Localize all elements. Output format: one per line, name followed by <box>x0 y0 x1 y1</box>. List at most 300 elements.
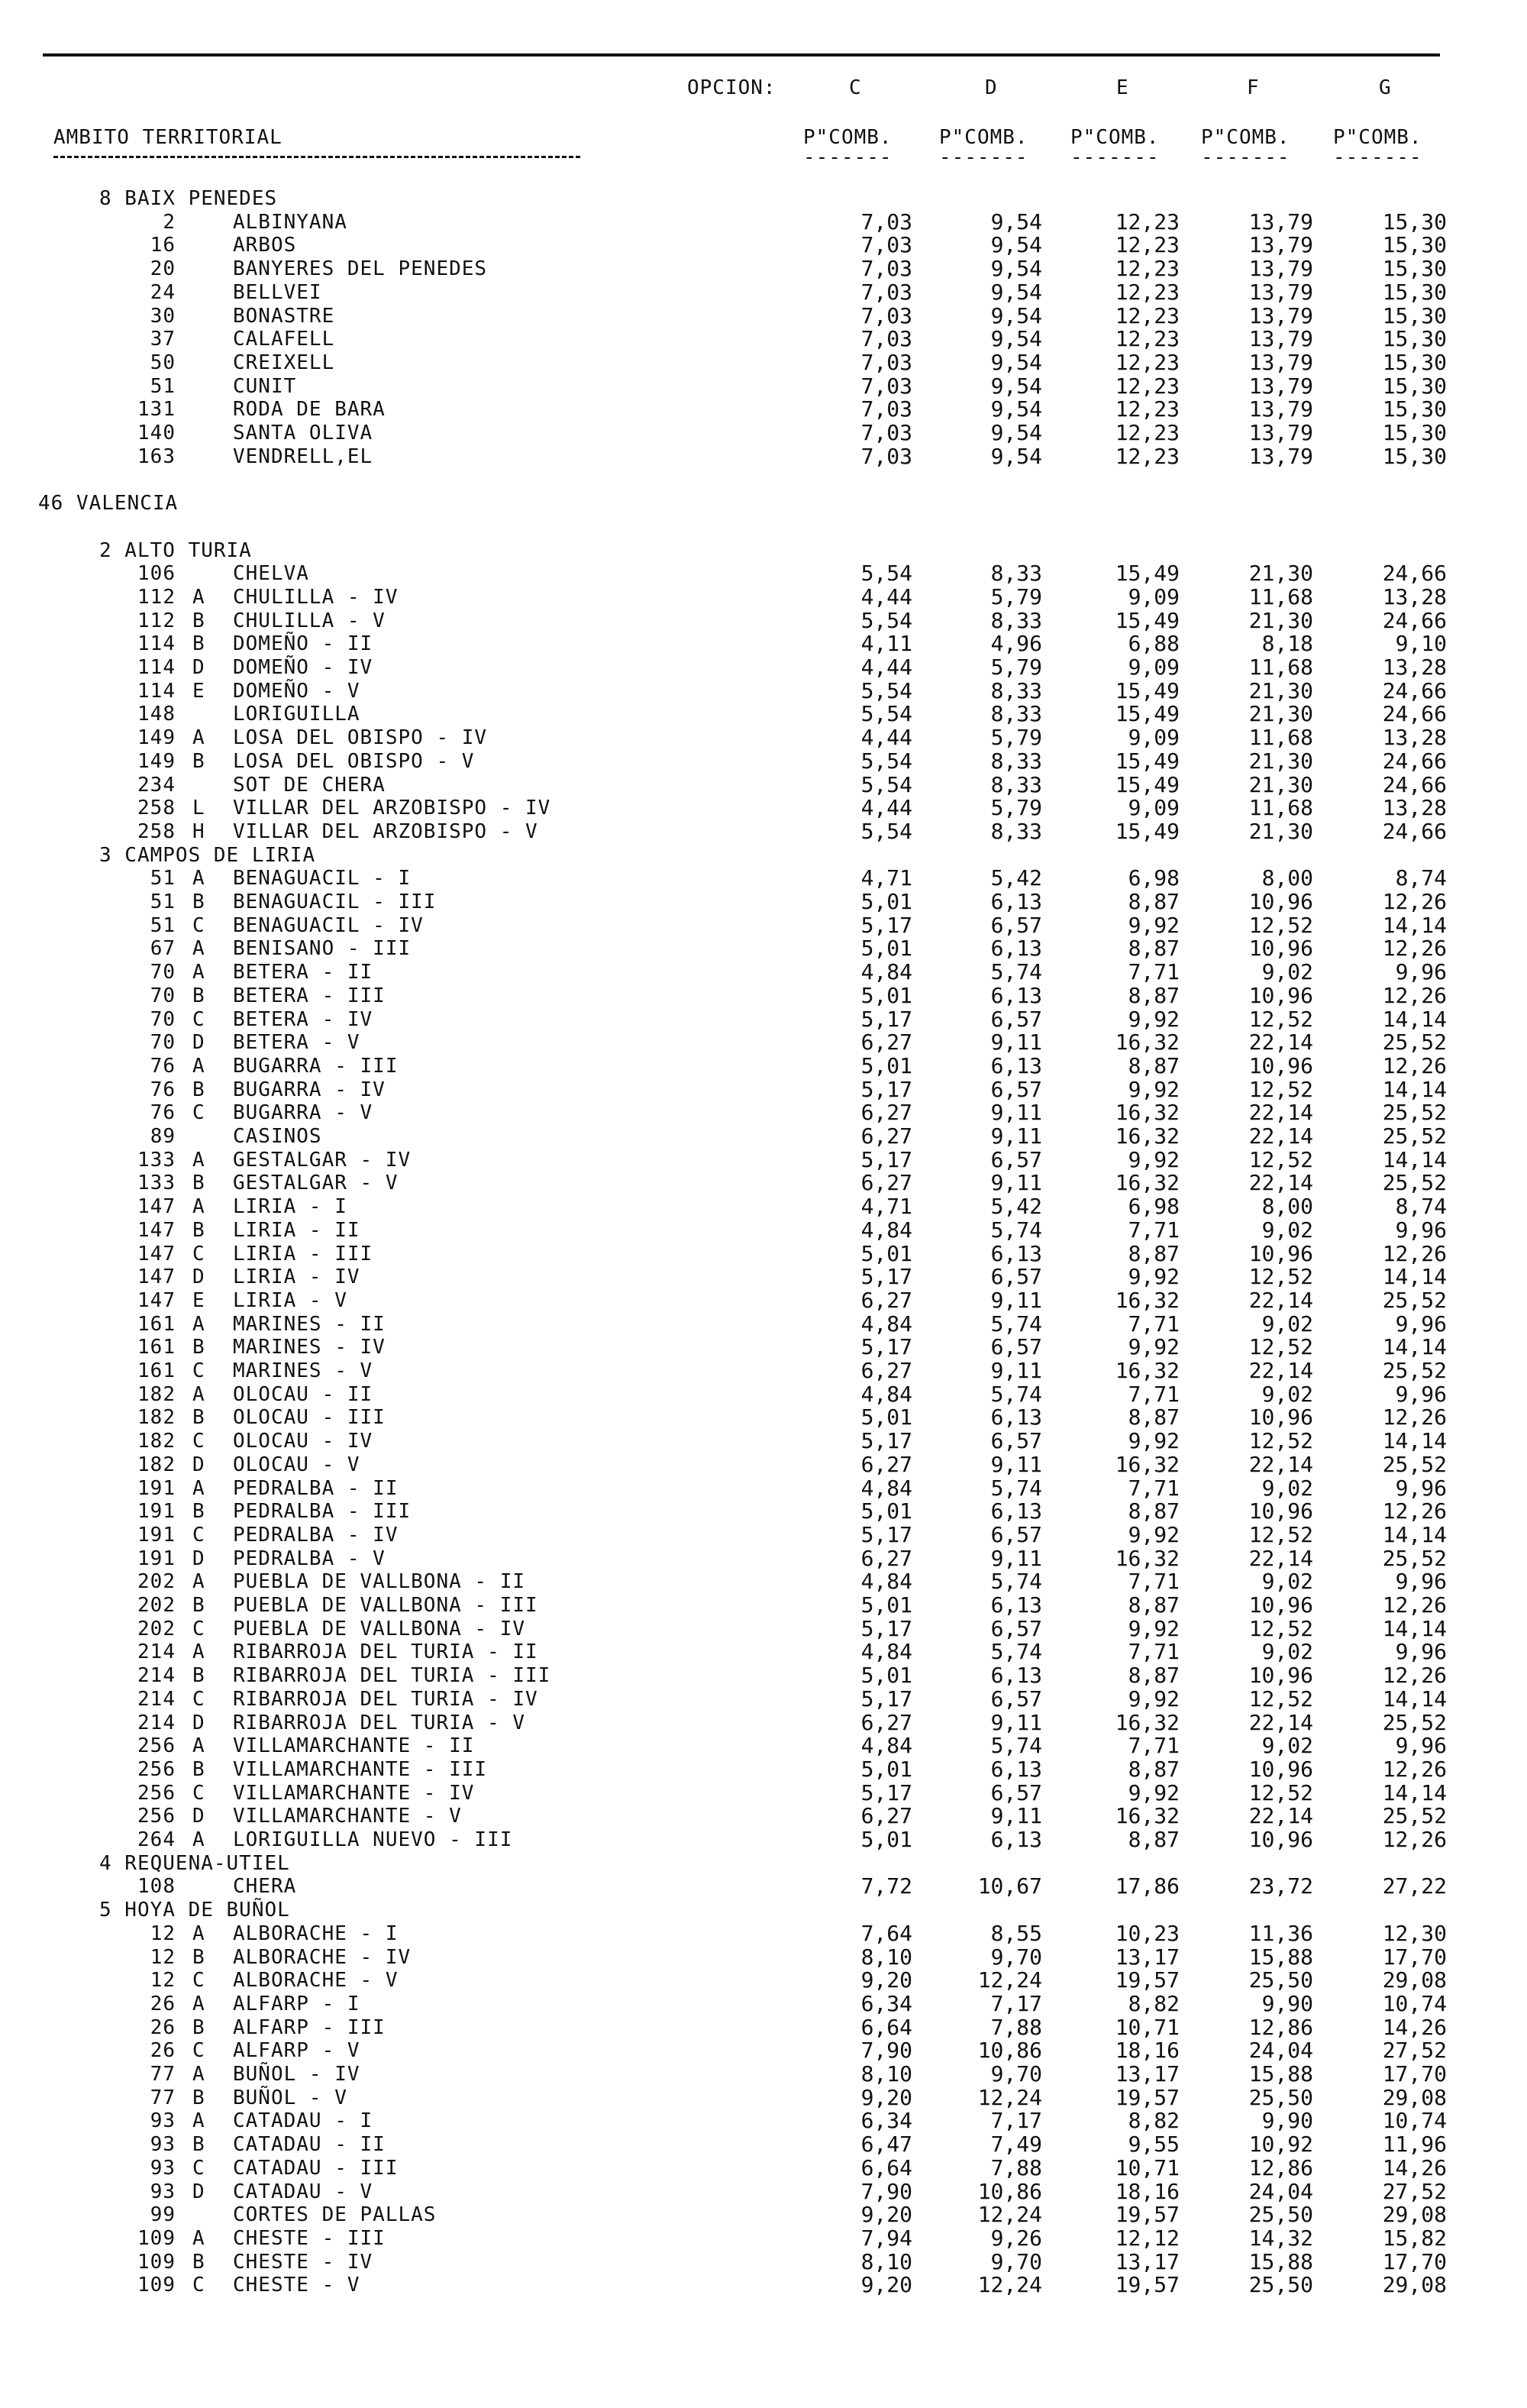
value-cell-g: 14,14 <box>1382 1264 1447 1290</box>
value-cell-e: 10,23 <box>1115 1920 1180 1946</box>
value-cell-g: 17,70 <box>1382 1944 1447 1970</box>
value-cell-d: 12,24 <box>977 2202 1042 2228</box>
zone-letter: C <box>192 1242 205 1265</box>
municipality-code: 256 <box>137 1757 176 1781</box>
value-cell-c: 5,01 <box>860 1404 912 1430</box>
option-c: C <box>849 76 862 99</box>
value-cell-f: 22,14 <box>1248 1451 1313 1477</box>
municipality-code: 258 <box>137 819 176 843</box>
value-cell-e: 12,23 <box>1115 396 1180 422</box>
value-cell-e: 15,49 <box>1115 701 1180 727</box>
municipality-code: 191 <box>137 1476 176 1500</box>
value-cell-g: 14,14 <box>1382 1334 1447 1360</box>
value-cell-g: 15,30 <box>1382 396 1447 422</box>
value-cell-f: 15,88 <box>1248 2248 1313 2274</box>
municipality-code: 108 <box>137 1875 176 1899</box>
zone-letter: C <box>192 1359 205 1382</box>
zone-letter: C <box>192 1101 205 1125</box>
zone-letter: C <box>192 1687 205 1711</box>
municipality-code: 202 <box>137 1594 176 1617</box>
value-cell-f: 11,68 <box>1248 583 1313 609</box>
value-cell-e: 12,23 <box>1115 279 1180 305</box>
municipality-code: 161 <box>137 1336 176 1359</box>
value-cell-g: 15,30 <box>1382 256 1447 282</box>
zone-letter: A <box>192 726 205 750</box>
value-cell-e: 9,92 <box>1128 1146 1180 1172</box>
zone-letter: A <box>192 1570 205 1594</box>
municipality-name: ARBOS <box>233 234 297 257</box>
municipality-name: SOT DE CHERA <box>233 773 386 797</box>
ambito-territorial-label: AMBITO TERRITORIAL <box>53 126 282 149</box>
municipality-name: ALFARP - III <box>233 2015 386 2039</box>
value-cell-g: 24,66 <box>1382 701 1447 727</box>
municipality-code: 93 <box>150 2133 176 2157</box>
value-cell-d: 9,54 <box>990 208 1042 234</box>
municipality-code: 149 <box>137 726 176 750</box>
value-cell-d: 9,70 <box>990 2248 1042 2274</box>
value-cell-g: 25,52 <box>1382 1358 1447 1383</box>
value-cell-e: 7,71 <box>1128 1381 1180 1407</box>
value-cell-f: 13,79 <box>1248 208 1313 234</box>
value-cell-c: 7,90 <box>860 2178 912 2204</box>
value-cell-c: 8,10 <box>860 2248 912 2274</box>
municipality-name: VILLAMARCHANTE - IV <box>233 1781 475 1805</box>
municipality-code: 2 <box>163 210 176 234</box>
municipality-name: OLOCAU - II <box>233 1382 373 1406</box>
value-cell-d: 8,33 <box>990 748 1042 774</box>
municipality-code: 147 <box>137 1265 176 1289</box>
unit-underline-d: ------- <box>939 146 1028 169</box>
value-cell-g: 12,26 <box>1382 1498 1447 1524</box>
zone-letter: B <box>192 1664 205 1688</box>
value-cell-f: 12,52 <box>1248 912 1313 938</box>
value-cell-d: 9,11 <box>990 1803 1042 1829</box>
value-cell-f: 25,50 <box>1248 1967 1313 1993</box>
municipality-code: 70 <box>150 1007 176 1031</box>
option-d: D <box>985 76 998 99</box>
value-cell-d: 9,70 <box>990 2061 1042 2086</box>
value-cell-f: 24,04 <box>1248 2038 1313 2064</box>
municipality-code: 26 <box>150 2015 176 2039</box>
value-cell-f: 10,96 <box>1248 982 1313 1008</box>
zone-letter: C <box>192 1430 205 1453</box>
value-cell-f: 9,02 <box>1261 1311 1313 1337</box>
municipality-code: 50 <box>150 351 176 374</box>
municipality-code: 182 <box>137 1406 176 1430</box>
municipality-name: BONASTRE <box>233 304 335 328</box>
value-cell-d: 8,33 <box>990 818 1042 844</box>
value-cell-e: 8,82 <box>1128 2108 1180 2134</box>
value-cell-f: 9,02 <box>1261 1381 1313 1407</box>
ambito-underline <box>53 156 580 158</box>
value-cell-e: 9,92 <box>1128 1779 1180 1805</box>
value-cell-d: 9,54 <box>990 396 1042 422</box>
value-cell-g: 29,08 <box>1382 2202 1447 2228</box>
value-cell-g: 9,96 <box>1395 1639 1447 1665</box>
value-cell-g: 9,96 <box>1395 1475 1447 1501</box>
value-cell-c: 6,64 <box>860 2154 912 2180</box>
value-cell-g: 14,14 <box>1382 1615 1447 1641</box>
value-cell-g: 29,08 <box>1382 1967 1447 1993</box>
municipality-name: ALBORACHE - V <box>233 1969 399 1993</box>
value-cell-f: 13,79 <box>1248 326 1313 352</box>
value-cell-c: 6,27 <box>860 1709 912 1735</box>
municipality-code: 133 <box>137 1172 176 1195</box>
comarca-heading: 2 ALTO TURIA <box>99 538 252 562</box>
municipality-name: PEDRALBA - III <box>233 1500 412 1524</box>
municipality-name: CATADAU - II <box>233 2133 386 2157</box>
zone-letter: B <box>192 1078 205 1101</box>
value-cell-c: 5,54 <box>860 771 912 797</box>
value-cell-d: 9,54 <box>990 256 1042 282</box>
municipality-code: 109 <box>137 2274 176 2297</box>
municipality-code: 214 <box>137 1711 176 1734</box>
value-cell-d: 9,54 <box>990 279 1042 305</box>
value-cell-c: 7,03 <box>860 279 912 305</box>
value-cell-e: 12,23 <box>1115 232 1180 258</box>
value-cell-d: 9,11 <box>990 1287 1042 1313</box>
municipality-name: PEDRALBA - V <box>233 1547 386 1570</box>
municipality-code: 99 <box>150 2203 176 2227</box>
value-cell-e: 18,16 <box>1115 2038 1180 2064</box>
value-cell-e: 9,92 <box>1128 1686 1180 1711</box>
municipality-code: 12 <box>150 1945 176 1969</box>
municipality-code: 114 <box>137 632 176 656</box>
municipality-code: 214 <box>137 1664 176 1688</box>
value-cell-f: 9,02 <box>1261 959 1313 985</box>
value-cell-c: 6,47 <box>860 2132 912 2158</box>
value-cell-d: 9,70 <box>990 1944 1042 1970</box>
value-cell-c: 5,54 <box>860 607 912 633</box>
value-cell-c: 4,84 <box>860 1733 912 1759</box>
value-cell-f: 9,02 <box>1261 1475 1313 1501</box>
value-cell-c: 5,01 <box>860 982 912 1008</box>
value-cell-d: 6,57 <box>990 1006 1042 1032</box>
municipality-name: BELLVEI <box>233 280 322 304</box>
municipality-name: RODA DE BARA <box>233 398 386 422</box>
municipality-name: CASINOS <box>233 1125 322 1148</box>
value-cell-e: 16,32 <box>1115 1709 1180 1735</box>
value-cell-d: 9,11 <box>990 1170 1042 1196</box>
municipality-name: VILLAR DEL ARZOBISPO - IV <box>233 797 551 820</box>
value-cell-c: 5,17 <box>860 1428 912 1454</box>
value-cell-e: 12,12 <box>1115 2225 1180 2251</box>
zone-letter: B <box>192 749 205 773</box>
municipality-name: ALBORACHE - IV <box>233 1945 412 1969</box>
value-cell-c: 4,84 <box>860 1639 912 1665</box>
zone-letter: B <box>192 2086 205 2109</box>
zone-letter: B <box>192 632 205 656</box>
value-cell-f: 22,14 <box>1248 1170 1313 1196</box>
value-cell-e: 16,32 <box>1115 1100 1180 1126</box>
municipality-name: BUGARRA - III <box>233 1054 399 1078</box>
value-cell-c: 6,34 <box>860 2108 912 2134</box>
value-cell-g: 9,96 <box>1395 959 1447 985</box>
municipality-name: OLOCAU - IV <box>233 1430 373 1453</box>
option-f: F <box>1247 76 1260 99</box>
value-cell-f: 11,36 <box>1248 1920 1313 1946</box>
value-cell-d: 6,57 <box>990 1146 1042 1172</box>
value-cell-g: 27,52 <box>1382 2178 1447 2204</box>
zone-letter: A <box>192 2226 205 2250</box>
zone-letter: B <box>192 2133 205 2157</box>
value-cell-g: 11,96 <box>1382 2132 1447 2158</box>
municipality-name: DOMEÑO - II <box>233 632 373 656</box>
municipality-name: LOSA DEL OBISPO - V <box>233 749 475 773</box>
municipality-name: MARINES - V <box>233 1359 373 1382</box>
value-cell-e: 8,87 <box>1128 889 1180 914</box>
municipality-code: 51 <box>150 913 176 937</box>
value-cell-d: 6,13 <box>990 1240 1042 1266</box>
municipality-name: OLOCAU - V <box>233 1453 360 1476</box>
value-cell-c: 4,44 <box>860 655 912 680</box>
municipality-name: ALBORACHE - I <box>233 1922 399 1945</box>
value-cell-c: 4,71 <box>860 865 912 891</box>
value-cell-f: 25,50 <box>1248 2084 1313 2110</box>
zone-letter: D <box>192 1547 205 1570</box>
municipality-code: 26 <box>150 1992 176 2015</box>
municipality-code: 191 <box>137 1500 176 1524</box>
value-cell-c: 9,20 <box>860 2202 912 2228</box>
value-cell-d: 6,13 <box>990 1663 1042 1689</box>
value-cell-e: 13,17 <box>1115 2248 1180 2274</box>
municipality-code: 114 <box>137 679 176 703</box>
value-cell-c: 7,03 <box>860 396 912 422</box>
value-cell-e: 6,98 <box>1128 865 1180 891</box>
value-cell-e: 8,87 <box>1128 936 1180 962</box>
municipality-code: 163 <box>137 444 176 468</box>
zone-letter: B <box>192 1172 205 1195</box>
zone-letter: B <box>192 609 205 632</box>
value-cell-c: 4,44 <box>860 795 912 821</box>
value-cell-f: 22,14 <box>1248 1709 1313 1735</box>
value-cell-f: 9,02 <box>1261 1733 1313 1759</box>
value-cell-e: 12,23 <box>1115 420 1180 445</box>
value-cell-f: 11,68 <box>1248 725 1313 751</box>
municipality-name: BANYERES DEL PENEDES <box>233 257 488 281</box>
value-cell-c: 7,03 <box>860 232 912 258</box>
municipality-name: BENAGUACIL - IV <box>233 913 424 937</box>
municipality-name: ALBINYANA <box>233 210 347 234</box>
value-cell-f: 12,52 <box>1248 1334 1313 1360</box>
value-cell-f: 12,52 <box>1248 1264 1313 1290</box>
value-cell-c: 4,84 <box>860 959 912 985</box>
zone-letter: A <box>192 1734 205 1758</box>
value-cell-c: 7,03 <box>860 443 912 469</box>
value-cell-d: 6,57 <box>990 1686 1042 1711</box>
value-cell-e: 8,87 <box>1128 982 1180 1008</box>
zone-letter: B <box>192 1500 205 1524</box>
municipality-name: SANTA OLIVA <box>233 422 373 444</box>
value-cell-e: 10,71 <box>1115 2154 1180 2180</box>
value-cell-d: 9,54 <box>990 373 1042 399</box>
value-cell-e: 19,57 <box>1115 1967 1180 1993</box>
municipality-name: CHESTE - III <box>233 2226 386 2250</box>
value-cell-e: 9,09 <box>1128 725 1180 751</box>
value-cell-g: 15,30 <box>1382 420 1447 445</box>
value-cell-e: 7,71 <box>1128 1475 1180 1501</box>
value-cell-f: 12,52 <box>1248 1521 1313 1547</box>
value-cell-d: 7,17 <box>990 2108 1042 2134</box>
value-cell-d: 5,79 <box>990 795 1042 821</box>
comarca-heading: 8 BAIX PENEDES <box>99 187 278 210</box>
value-cell-c: 4,84 <box>860 1217 912 1243</box>
value-cell-d: 5,79 <box>990 583 1042 609</box>
municipality-name: RIBARROJA DEL TURIA - V <box>233 1711 526 1734</box>
value-cell-d: 10,86 <box>977 2038 1042 2064</box>
zone-letter: D <box>192 1711 205 1734</box>
value-cell-d: 6,13 <box>990 1827 1042 1852</box>
zone-letter: C <box>192 1969 205 1993</box>
municipality-name: GESTALGAR - IV <box>233 1148 412 1172</box>
value-cell-e: 15,49 <box>1115 561 1180 587</box>
municipality-name: CORTES DE PALLAS <box>233 2203 437 2227</box>
value-cell-e: 7,71 <box>1128 1569 1180 1595</box>
value-cell-d: 6,13 <box>990 1404 1042 1430</box>
value-cell-f: 14,32 <box>1248 2225 1313 2251</box>
value-cell-f: 9,02 <box>1261 1569 1313 1595</box>
zone-letter: D <box>192 1031 205 1055</box>
municipality-code: 140 <box>137 422 176 444</box>
value-cell-d: 9,54 <box>990 326 1042 352</box>
value-cell-c: 6,64 <box>860 2014 912 2040</box>
value-cell-d: 7,88 <box>990 2014 1042 2040</box>
value-cell-e: 9,92 <box>1128 1264 1180 1290</box>
municipality-code: 147 <box>137 1288 176 1312</box>
value-cell-g: 10,74 <box>1382 2108 1447 2134</box>
municipality-name: CHESTE - IV <box>233 2250 373 2274</box>
value-cell-c: 6,27 <box>860 1803 912 1829</box>
municipality-name: BETERA - II <box>233 961 373 984</box>
value-cell-e: 8,87 <box>1128 1663 1180 1689</box>
municipality-name: CHERA <box>233 1875 297 1899</box>
municipality-name: DOMEÑO - V <box>233 679 360 703</box>
value-cell-e: 9,92 <box>1128 1615 1180 1641</box>
value-cell-e: 16,32 <box>1115 1123 1180 1149</box>
municipality-code: 77 <box>150 2086 176 2109</box>
zone-letter: A <box>192 1922 205 1945</box>
value-cell-e: 8,87 <box>1128 1592 1180 1618</box>
zone-letter: A <box>192 1476 205 1500</box>
value-cell-d: 8,33 <box>990 561 1042 587</box>
value-cell-e: 9,92 <box>1128 1006 1180 1032</box>
value-cell-g: 15,30 <box>1382 326 1447 352</box>
value-cell-g: 25,52 <box>1382 1170 1447 1196</box>
value-cell-c: 6,34 <box>860 1990 912 2016</box>
value-cell-d: 10,67 <box>977 1873 1042 1899</box>
value-cell-d: 8,33 <box>990 771 1042 797</box>
unit-underline-c: ------- <box>803 146 893 169</box>
value-cell-g: 27,22 <box>1382 1873 1447 1899</box>
value-cell-d: 5,74 <box>990 1381 1042 1407</box>
value-cell-g: 25,52 <box>1382 1287 1447 1313</box>
value-cell-g: 25,52 <box>1382 1123 1447 1149</box>
value-cell-e: 7,71 <box>1128 1733 1180 1759</box>
value-cell-e: 15,49 <box>1115 818 1180 844</box>
value-cell-f: 12,52 <box>1248 1615 1313 1641</box>
value-cell-g: 14,26 <box>1382 2154 1447 2180</box>
municipality-code: 256 <box>137 1805 176 1828</box>
value-cell-g: 14,14 <box>1382 1146 1447 1172</box>
value-cell-e: 7,71 <box>1128 1639 1180 1665</box>
municipality-code: 70 <box>150 961 176 984</box>
value-cell-d: 6,57 <box>990 912 1042 938</box>
value-cell-g: 17,70 <box>1382 2061 1447 2086</box>
value-cell-e: 8,87 <box>1128 1498 1180 1524</box>
value-cell-d: 6,57 <box>990 1521 1042 1547</box>
municipality-name: DOMEÑO - IV <box>233 656 373 679</box>
value-cell-d: 4,96 <box>990 631 1042 657</box>
value-cell-e: 15,49 <box>1115 607 1180 633</box>
value-cell-d: 7,49 <box>990 2132 1042 2158</box>
zone-letter: A <box>192 2109 205 2133</box>
value-cell-e: 16,32 <box>1115 1287 1180 1313</box>
municipality-name: LIRIA - V <box>233 1288 347 1312</box>
value-cell-d: 5,74 <box>990 1733 1042 1759</box>
zone-letter: A <box>192 1640 205 1664</box>
municipality-code: 234 <box>137 773 176 797</box>
value-cell-f: 13,79 <box>1248 373 1313 399</box>
value-cell-f: 10,96 <box>1248 1827 1313 1852</box>
zone-letter: A <box>192 1148 205 1172</box>
value-cell-e: 7,71 <box>1128 1217 1180 1243</box>
value-cell-e: 9,55 <box>1128 2132 1180 2158</box>
municipality-code: 191 <box>137 1523 176 1547</box>
municipality-name: CATADAU - III <box>233 2156 399 2180</box>
value-cell-d: 5,42 <box>990 1194 1042 1220</box>
value-cell-c: 4,84 <box>860 1569 912 1595</box>
value-cell-g: 15,30 <box>1382 373 1447 399</box>
zone-letter: D <box>192 1805 205 1828</box>
value-cell-f: 10,96 <box>1248 1240 1313 1266</box>
municipality-name: BUÑOL - IV <box>233 2063 360 2086</box>
municipality-name: PUEBLA DE VALLBONA - II <box>233 1570 526 1594</box>
value-cell-g: 12,26 <box>1382 889 1447 914</box>
unit-f: P"COMB. <box>1201 126 1290 149</box>
value-cell-f: 8,18 <box>1261 631 1313 657</box>
value-cell-e: 16,32 <box>1115 1170 1180 1196</box>
municipality-code: 37 <box>150 328 176 351</box>
municipality-name: ALFARP - V <box>233 2039 360 2063</box>
value-cell-d: 12,24 <box>977 2272 1042 2298</box>
value-cell-d: 9,11 <box>990 1100 1042 1126</box>
municipality-name: BUGARRA - IV <box>233 1078 386 1101</box>
value-cell-f: 12,52 <box>1248 1076 1313 1102</box>
value-cell-d: 8,33 <box>990 677 1042 703</box>
value-cell-c: 7,94 <box>860 2225 912 2251</box>
municipality-name: CATADAU - V <box>233 2180 373 2203</box>
value-cell-c: 4,44 <box>860 725 912 751</box>
value-cell-f: 10,96 <box>1248 1052 1313 1078</box>
municipality-name: VILLAR DEL ARZOBISPO - V <box>233 819 538 843</box>
value-cell-e: 6,98 <box>1128 1194 1180 1220</box>
value-cell-c: 6,27 <box>860 1287 912 1313</box>
value-cell-d: 5,74 <box>990 1311 1042 1337</box>
value-cell-e: 19,57 <box>1115 2272 1180 2298</box>
zone-letter: A <box>192 2063 205 2086</box>
value-cell-c: 5,17 <box>860 1779 912 1805</box>
value-cell-d: 6,13 <box>990 1498 1042 1524</box>
value-cell-e: 9,92 <box>1128 912 1180 938</box>
comarca-heading: 5 HOYA DE BUÑOL <box>99 1899 290 1922</box>
value-cell-d: 5,74 <box>990 1639 1042 1665</box>
municipality-code: 70 <box>150 984 176 1007</box>
municipality-code: 202 <box>137 1617 176 1640</box>
value-cell-e: 10,71 <box>1115 2014 1180 2040</box>
value-cell-d: 5,42 <box>990 865 1042 891</box>
value-cell-e: 9,92 <box>1128 1076 1180 1102</box>
value-cell-d: 5,79 <box>990 725 1042 751</box>
